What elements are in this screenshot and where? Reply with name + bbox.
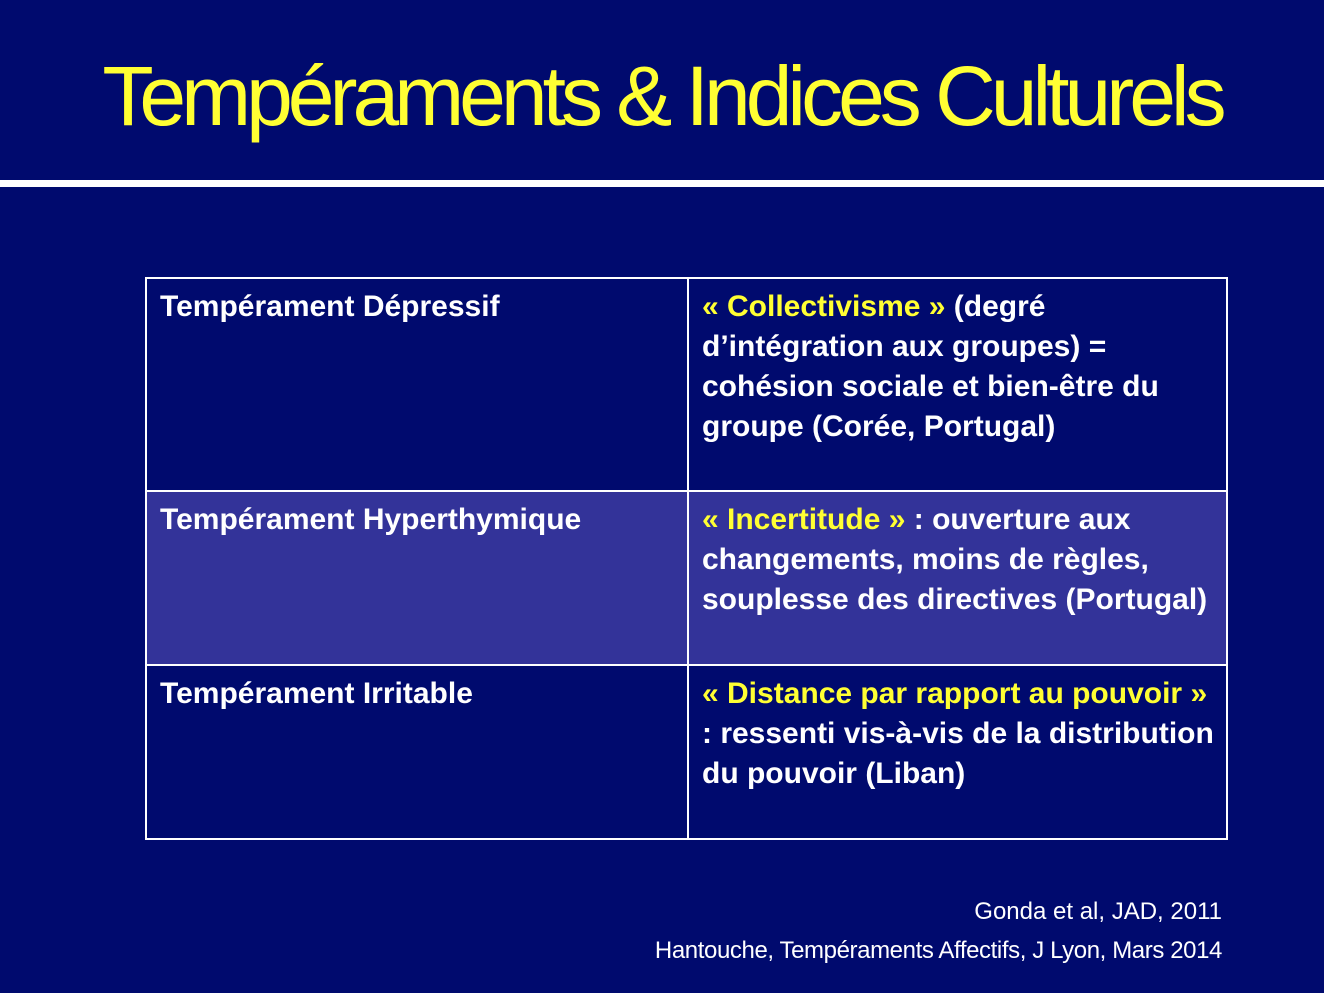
slide-title: Tempéraments & Indices Culturels bbox=[102, 49, 1222, 143]
cultural-index-cell bbox=[688, 665, 1227, 839]
cultural-index-highlight: « Collectivisme » bbox=[702, 290, 946, 323]
temperament-cell: Tempérament Dépressif bbox=[146, 278, 688, 491]
cultural-index-cell bbox=[688, 278, 1227, 491]
cultural-index-description: : ressenti vis-à-vis de la distribution du pouvoir (Liban) bbox=[702, 717, 1214, 790]
citation-gonda: Gonda et al, JAD, 2011 bbox=[974, 898, 1222, 925]
title-divider bbox=[0, 180, 1324, 187]
cultural-index-cell bbox=[688, 491, 1227, 665]
cultural-index-description: (degré d’intégration aux groupes) = cohésion sociale et bien-être du groupe (Corée, Portugal) bbox=[702, 290, 1159, 443]
table-row bbox=[146, 278, 1227, 491]
cultural-index-highlight: « Incertitude » bbox=[702, 503, 906, 536]
citation-hantouche: Hantouche, Tempéraments Affectifs, J Lyon, Mars 2014 bbox=[654, 937, 1222, 964]
temperament-cell: Tempérament Hyperthymique bbox=[146, 491, 688, 665]
temperament-table bbox=[145, 277, 1228, 840]
cultural-index-description: : ouverture aux changements, moins de règles, souplesse des directives (Portugal) bbox=[702, 503, 1208, 616]
cultural-index-highlight: « Distance par rapport au pouvoir » bbox=[702, 677, 1208, 710]
table-row bbox=[146, 491, 1227, 665]
temperament-cell: Tempérament Irritable bbox=[146, 665, 688, 839]
table-row bbox=[146, 665, 1227, 839]
